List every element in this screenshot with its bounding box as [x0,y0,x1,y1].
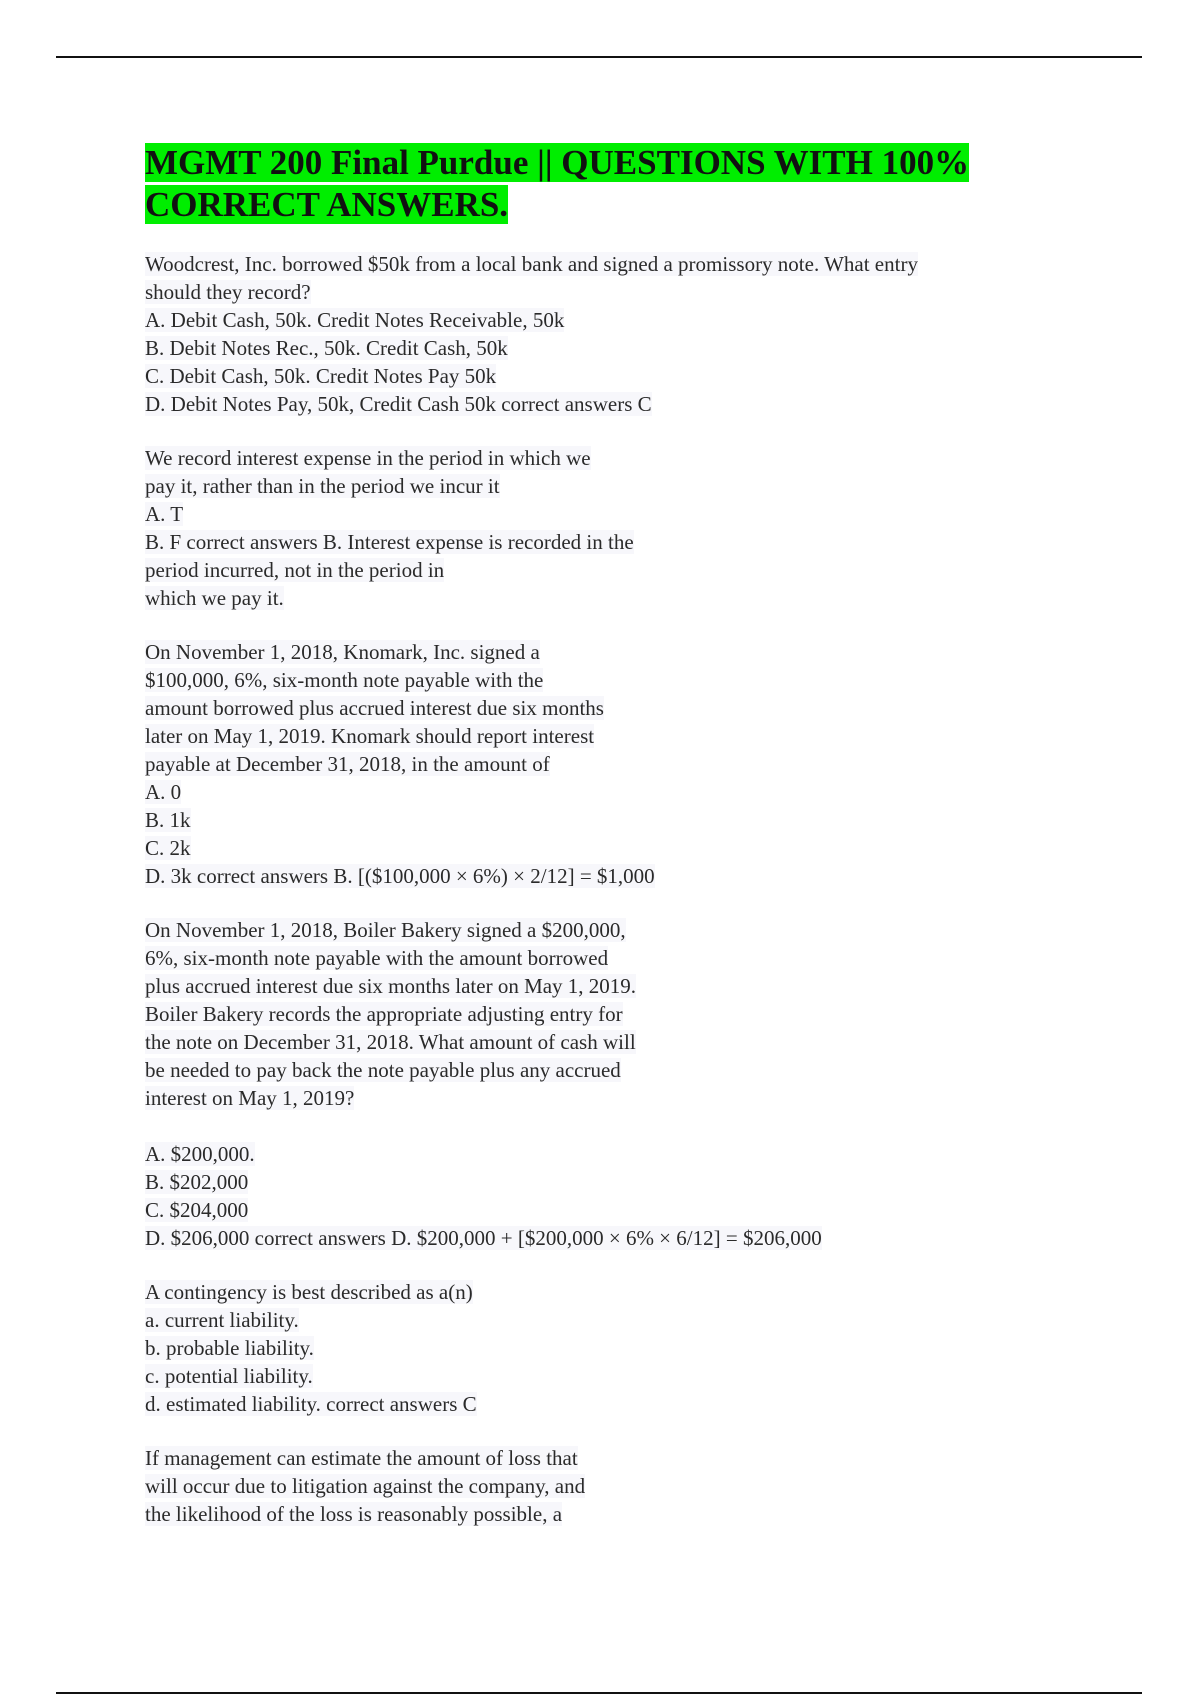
question-line: will occur due to litigation against the company, and [145,1474,586,1498]
footer-rule [56,1692,1142,1694]
answer-option: B. $202,000 [145,1170,249,1194]
spacer [145,1112,1045,1140]
question-4 [145,916,1045,1252]
answer-option: D. 3k correct answers B. [($100,000 × 6%) × 2/12] = $1,000 [145,864,655,888]
question-6 [145,1444,1045,1528]
question-line: pay it, rather than in the period we incur it [145,474,500,498]
question-3 [145,638,1045,890]
question-line: If management can estimate the amount of loss that [145,1446,578,1470]
question-line: 6%, six-month note payable with the amount borrowed [145,946,609,970]
question-line: should they record? [145,280,311,304]
question-line: Woodcrest, Inc. borrowed $50k from a local bank and signed a promissory note. What entry [145,252,918,276]
answer-option: D. $206,000 correct answers D. $200,000 + [$200,000 × 6% × 6/12] = $206,000 [145,1226,822,1250]
answer-explanation: period incurred, not in the period in [145,558,445,582]
answer-option: a. current liability. [145,1308,299,1332]
answer-option: d. estimated liability. correct answers C [145,1392,477,1416]
question-line: Boiler Bakery records the appropriate adjusting entry for [145,1002,623,1026]
answer-option: b. probable liability. [145,1336,314,1360]
answer-option: A. $200,000. [145,1142,255,1166]
question-line: We record interest expense in the period in which we [145,446,591,470]
header-rule [56,56,1142,58]
question-line: A contingency is best described as a(n) [145,1280,473,1304]
question-2 [145,444,1045,612]
question-line: plus accrued interest due six months later on May 1, 2019. [145,974,637,998]
answer-option: c. potential liability. [145,1364,313,1388]
question-line: On November 1, 2018, Knomark, Inc. signed a [145,640,540,664]
title-line-2: CORRECT ANSWERS. [145,185,509,224]
answer-option: B. Debit Notes Rec., 50k. Credit Cash, 50k [145,336,508,360]
answer-option: B. 1k [145,808,191,832]
title-line-1: MGMT 200 Final Purdue || QUESTIONS WITH 100% [145,143,970,182]
answer-option: A. Debit Cash, 50k. Credit Notes Receivable, 50k [145,308,565,332]
question-line: $100,000, 6%, six-month note payable with the [145,668,544,692]
answer-explanation: which we pay it. [145,586,284,610]
answer-option: A. 0 [145,780,182,804]
question-line: the likelihood of the loss is reasonably possible, a [145,1502,563,1526]
question-line: the note on December 31, 2018. What amount of cash will [145,1030,636,1054]
question-line: be needed to pay back the note payable plus any accrued [145,1058,621,1082]
answer-option: B. F correct answers B. Interest expense is recorded in the [145,530,634,554]
question-5 [145,1278,1045,1418]
document-body [145,142,1045,1554]
question-line: payable at December 31, 2018, in the amount of [145,752,550,776]
answer-option: C. $204,000 [145,1198,249,1222]
document-title [145,142,1015,226]
question-1 [145,250,1045,418]
question-line: later on May 1, 2019. Knomark should report interest [145,724,595,748]
answer-option: A. T [145,502,184,526]
question-line: interest on May 1, 2019? [145,1086,355,1110]
answer-option: C. 2k [145,836,191,860]
answer-option: C. Debit Cash, 50k. Credit Notes Pay 50k [145,364,497,388]
question-line: On November 1, 2018, Boiler Bakery signed a $200,000, [145,918,626,942]
answer-option: D. Debit Notes Pay, 50k, Credit Cash 50k correct answers C [145,392,652,416]
question-line: amount borrowed plus accrued interest due six months [145,696,604,720]
